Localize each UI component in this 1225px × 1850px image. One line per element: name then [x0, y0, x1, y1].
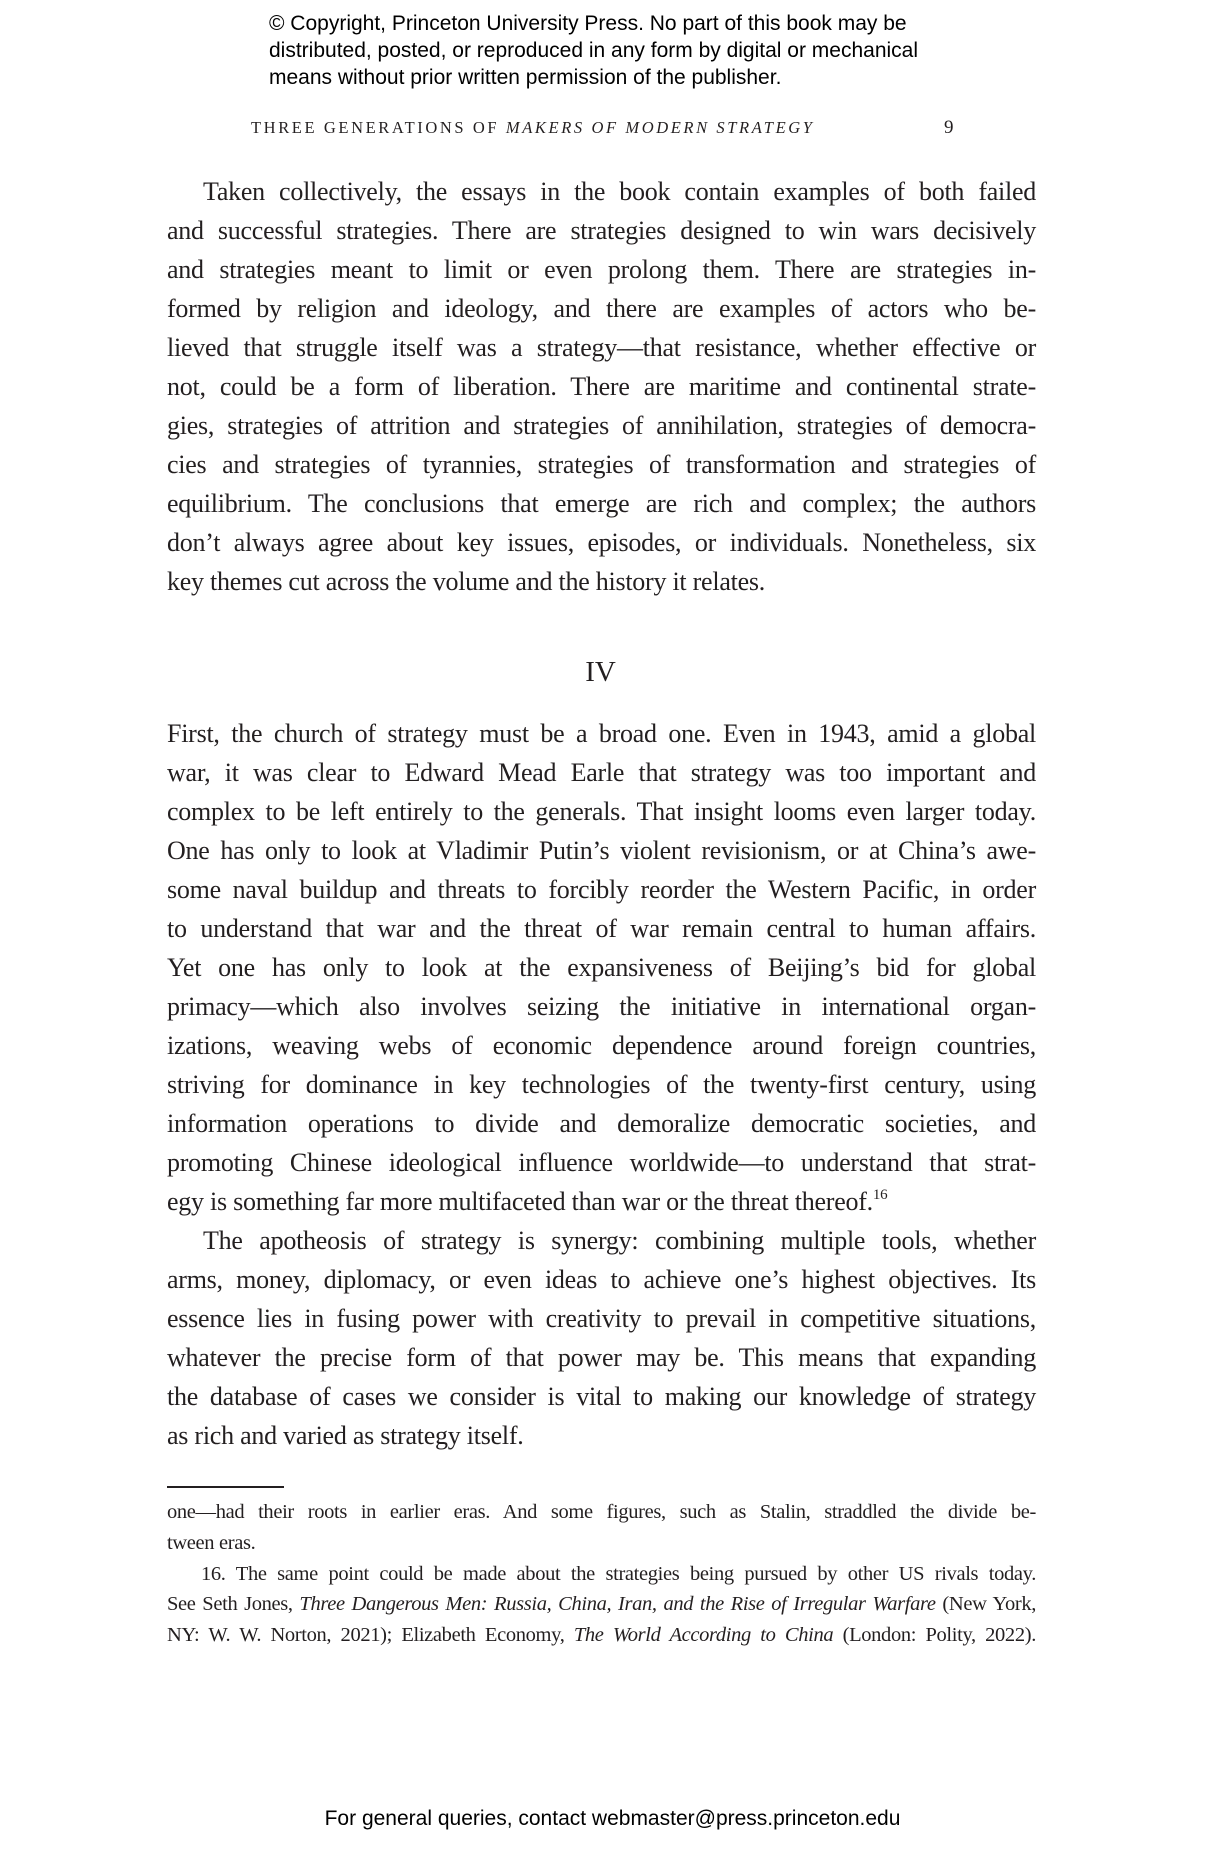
text-line	[167, 406, 1036, 445]
line-text: war, it was clear to Edward Mead Earle that strategy was too important and	[167, 758, 1036, 787]
line-text: cies and strategies of tyrannies, strategies of transformation and strategies of	[167, 450, 1036, 479]
contact-note: For general queries, contact webmaster@press.princeton.edu	[324, 1807, 901, 1830]
footnote-text: NY: W. W. Norton, 2021); Elizabeth Economy,	[167, 1624, 574, 1647]
footnote-16-line	[167, 1589, 1036, 1620]
text-line	[167, 870, 1036, 909]
line-text: Yet one has only to look at the expansiveness of Beijing’s bid for global	[167, 953, 1036, 982]
footnote-text: (New York,	[935, 1593, 1036, 1616]
line-text: as rich and varied as strategy itself.	[167, 1421, 524, 1450]
line-text: Taken collectively, the essays in the book contain examples of both failed	[203, 177, 1036, 206]
text-line	[167, 792, 1036, 831]
page-number: 9	[944, 117, 954, 138]
text-line	[167, 1026, 1036, 1065]
text-line	[167, 523, 1036, 562]
text-line	[167, 484, 1036, 523]
text-line	[167, 328, 1036, 367]
line-text: some naval buildup and threats to forcibly reorder the Western Pacific, in order	[167, 875, 1036, 904]
footnote-divider	[167, 1486, 284, 1488]
copyright-notice	[269, 10, 918, 91]
paragraph-1	[167, 172, 1036, 601]
text-line	[167, 1065, 1036, 1104]
line-text: whatever the precise form of that power may be. This means that expanding	[167, 1343, 1036, 1372]
text-line	[167, 1416, 1036, 1455]
footnote-16-line: 16. The same point could be made about the strategies being pursued by other US rivals today.	[201, 1562, 1036, 1585]
text-line	[167, 172, 1036, 211]
line-text: egy is something far more multifaceted than war or the threat thereof.	[167, 1187, 873, 1216]
footnotes	[167, 1497, 1036, 1651]
cited-book-title: The World According to China	[573, 1624, 834, 1647]
copyright-line: means without prior written permission of the publisher.	[269, 66, 782, 89]
text-line	[167, 211, 1036, 250]
text-line	[167, 1182, 1036, 1221]
footnote-line: tween eras.	[167, 1531, 256, 1554]
paragraph-2	[167, 714, 1036, 1221]
line-text: information operations to divide and demoralize democratic societies, and	[167, 1109, 1036, 1138]
paragraph-3	[167, 1221, 1036, 1455]
section-heading: IV	[585, 656, 616, 688]
line-text: gies, strategies of attrition and strategies of annihilation, strategies of democra-	[167, 411, 1036, 440]
text-line	[167, 250, 1036, 289]
text-line	[167, 562, 1036, 601]
text-line	[167, 714, 1036, 753]
text-line	[167, 1377, 1036, 1416]
line-text: izations, weaving webs of economic dependence around foreign countries,	[167, 1031, 1036, 1060]
line-text: formed by religion and ideology, and there are examples of actors who be-	[167, 294, 1036, 323]
text-line	[167, 1338, 1036, 1377]
line-text: and strategies meant to limit or even prolong them. There are strategies in-	[167, 255, 1036, 284]
line-text: and successful strategies. There are strategies designed to win wars decisively	[167, 216, 1036, 245]
footnote-reference[interactable]: 16	[872, 1187, 888, 1203]
running-head-title: THREE GENERATIONS OF	[251, 118, 506, 137]
running-head-book-title: MAKERS OF MODERN STRATEGY	[505, 118, 815, 137]
text-line	[167, 948, 1036, 987]
text-line	[167, 753, 1036, 792]
footnote-text: See Seth Jones,	[167, 1593, 300, 1616]
text-line	[167, 831, 1036, 870]
text-line	[167, 445, 1036, 484]
text-line	[167, 1299, 1036, 1338]
line-text: not, could be a form of liberation. There are maritime and continental strate-	[167, 372, 1036, 401]
line-text: promoting Chinese ideological influence worldwide—to understand that strat-	[167, 1148, 1036, 1177]
line-text: don’t always agree about key issues, episodes, or individuals. Nonetheless, six	[167, 528, 1036, 557]
line-text: essence lies in fusing power with creativity to prevail in competitive situations,	[167, 1304, 1036, 1333]
copyright-line: © Copyright, Princeton University Press. No part of this book may be	[269, 12, 907, 35]
text-line	[167, 367, 1036, 406]
line-text: One has only to look at Vladimir Putin’s violent revisionism, or at China’s awe-	[167, 836, 1036, 865]
text-line	[167, 1104, 1036, 1143]
text-line	[167, 289, 1036, 328]
line-text: arms, money, diplomacy, or even ideas to achieve one’s highest objectives. Its	[167, 1265, 1036, 1294]
line-text: the database of cases we consider is vital to making our knowledge of strategy	[167, 1382, 1036, 1411]
running-head	[251, 115, 954, 141]
footnote-text: (London: Polity, 2022).	[833, 1624, 1036, 1647]
line-text: The apotheosis of strategy is synergy: combining multiple tools, whether	[203, 1226, 1036, 1255]
text-line	[167, 987, 1036, 1026]
footnote-16-line	[167, 1620, 1036, 1651]
line-text: key themes cut across the volume and the history it relates.	[167, 567, 765, 596]
line-text: lieved that struggle itself was a strategy—that resistance, whether effective or	[167, 333, 1036, 362]
copyright-line: distributed, posted, or reproduced in any form by digital or mechanical	[269, 39, 919, 62]
footnote-line: one—had their roots in earlier eras. And some figures, such as Stalin, straddled the divide be-	[167, 1501, 1036, 1523]
line-text: primacy—which also involves seizing the initiative in international organ-	[167, 992, 1036, 1021]
text-line	[167, 909, 1036, 948]
line-text: striving for dominance in key technologies of the twenty-first century, using	[167, 1070, 1036, 1099]
text-line	[167, 1143, 1036, 1182]
line-text: First, the church of strategy must be a broad one. Even in 1943, amid a global	[167, 719, 1036, 748]
line-text: to understand that war and the threat of war remain central to human affairs.	[167, 914, 1036, 943]
text-line	[167, 1221, 1036, 1260]
text-line	[167, 1260, 1036, 1299]
cited-book-title: Three Dangerous Men: Russia, China, Iran, and the Rise of Irregular Warfare	[299, 1593, 936, 1616]
line-text: complex to be left entirely to the generals. That insight looms even larger today.	[167, 797, 1036, 826]
line-text: equilibrium. The conclusions that emerge are rich and complex; the authors	[167, 489, 1036, 518]
